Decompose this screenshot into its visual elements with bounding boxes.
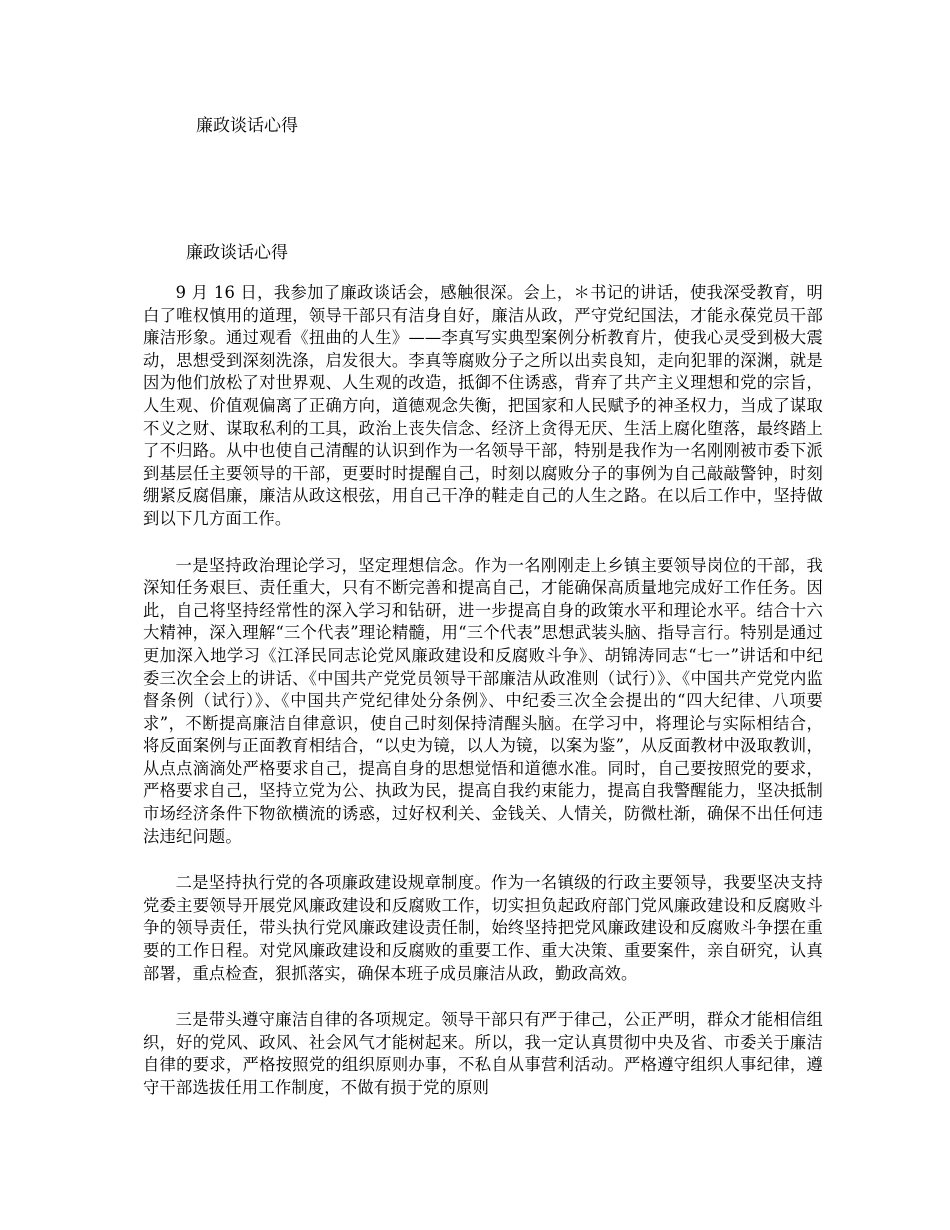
paragraph-point-1: 一是坚持政治理论学习，坚定理想信念。作为一名刚刚走上乡镇主要领导岗位的干部，我深知任务艰巨、责任重大，只有不断完善和提高自己，才能确保高质量地完成好工作任务。因此，自己将坚持经常性的深入学习和钻研，进一步提高自身的政策水平和理论水平。结合十六大精神，深入理解“三个代表”理论精髓，用“三个代表”思想武装头脑、指导言行。特别是通过更加深入地学习《江泽民同志论党风廉政建设和反腐败斗争》、胡锦涛同志“七一”讲话和中纪委三次全会上的讲话、《中国共产党党员领导干部廉洁从政准则（试行）》、《中国共产党党内监督条例（试行）》、《中国共产党纪律处分条例》、中纪委三次全会提出的“四大纪律、八项要求”，不断提高廉洁自律意识，使自己时刻保持清醒头脑。在学习中，将理论与实际相结合，将反面案例与正面教育相结合，“以史为镜，以人为镜，以案为鉴”，从反面教材中汲取教训，从点点滴滴处严格要求自己，提高自身的思想觉悟和道德水准。同时，自己要按照党的要求，严格要求自己，坚持立党为公、执政为民，提高自我约束能力，提高自我警醒能力，坚决抵制市场经济条件下物欲横流的诱惑，过好权利关、金钱关、人情关，防微杜渐，确保不出任何违法违纪问题。 (143, 555, 823, 846)
paragraph-point-3: 三是带头遵守廉洁自律的各项规定。领导干部只有严于律己，公正严明，群众才能相信组织，好的党风、政风、社会风气才能树起来。所以，我一定认真贯彻中央及省、市委关于廉洁自律的要求，严格按照党的组织原则办事，不私自从事营利活动。严格遵守组织人事纪律，遵守干部选拔任用工作制度，不做有损于党的原则 (143, 1010, 823, 1097)
document-title: 廉政谈话心得 (196, 116, 298, 136)
paragraph-intro: 9 月 16 日，我参加了廉政谈话会，感触很深。会上，＊书记的讲话，使我深受教育，明白了唯权慎用的道理，领导干部只有洁身自好，廉洁从政，严守党纪国法，才能永葆党员干部廉洁形象。通过观看《扭曲的人生》——李真写实典型案例分析教育片，使我心灵受到极大震动，思想受到深刻洗涤，启发很大。李真等腐败分子之所以出卖良知，走向犯罪的深渊，就是因为他们放松了对世界观、人生观的改造，抵御不住诱惑，背弃了共产主义理想和党的宗旨，人生观、价值观偏离了正确方向，道德观念失衡，把国家和人民赋予的神圣权力，当成了谋取不义之财、谋取私利的工具，政治上丧失信念、经济上贪得无厌、生活上腐化堕落，最终踏上了不归路。从中也使自己清醒的认识到作为一名领导干部，特别是我作为一名刚刚被市委下派到基层任主要领导的干部，更要时时提醒自己，时刻以腐败分子的事例为自己敲敲警钟，时刻绷紧反腐倡廉，廉洁从政这根弦，用自己干净的鞋走自己的人生之路。在以后工作中，坚持做到以下几方面工作。 (143, 283, 823, 528)
paragraph-point-2: 二是坚持执行党的各项廉政建设规章制度。作为一名镇级的行政主要领导，我要坚决支持党委主要领导开展党风廉政建设和反腐败工作，切实担负起政府部门党风廉政建设和反腐败斗争的领导责任，带头执行党风廉政建设责任制，始终坚持把党风廉政建设和反腐败斗争摆在重要的工作日程。对党风廉政建设和反腐败的重要工作、重大决策、重要案件，亲自研究，认真部署，重点检查，狠抓落实，确保本班子成员廉洁从政，勤政高效。 (143, 873, 823, 983)
document-body (143, 282, 823, 1124)
document-subtitle: 廉政谈话心得 (186, 243, 288, 263)
